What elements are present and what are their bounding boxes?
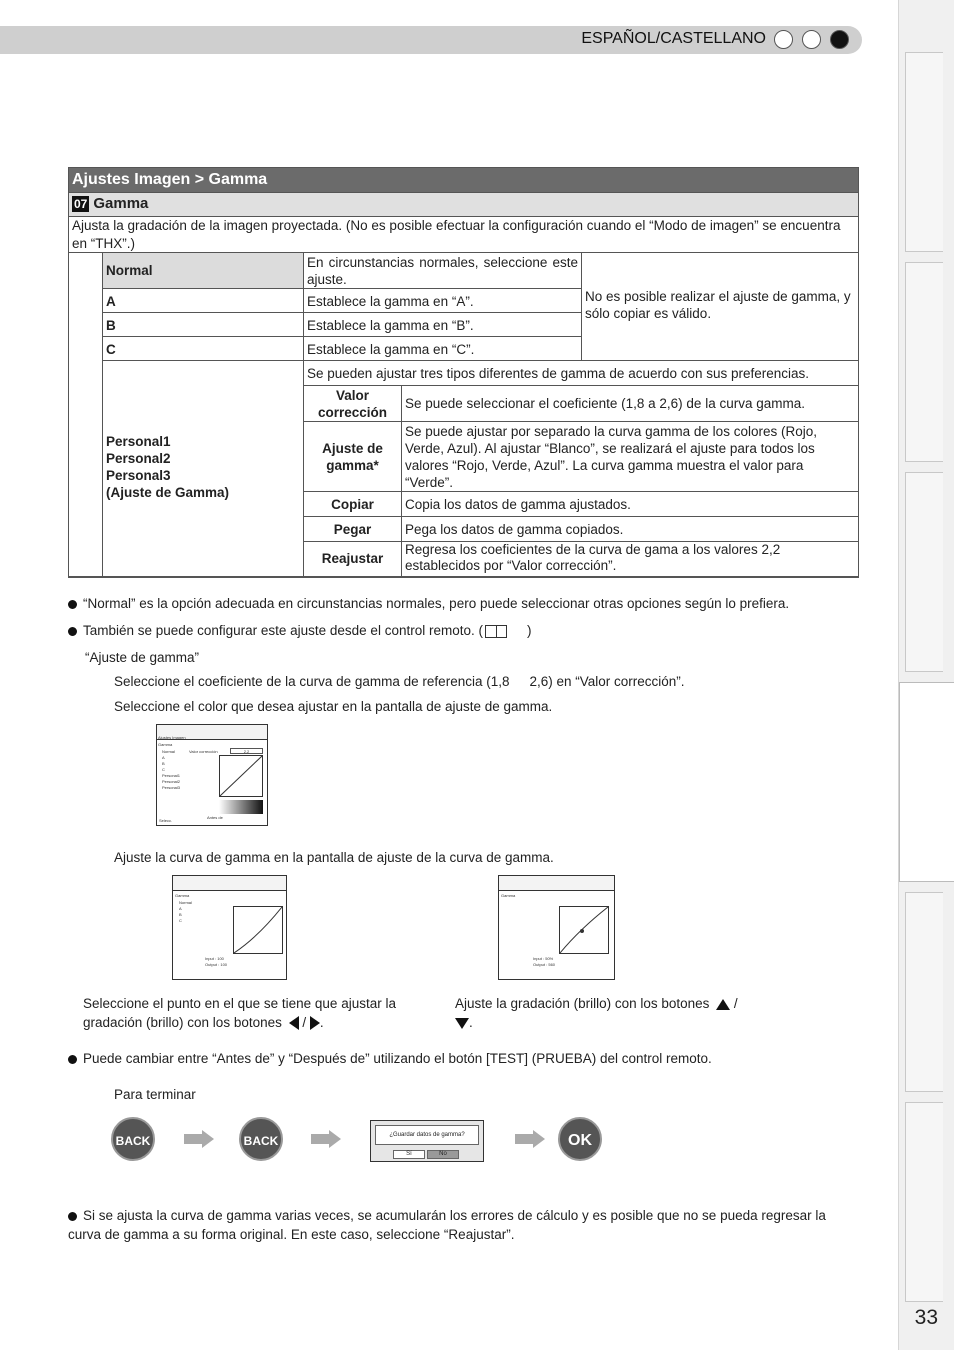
screen-input-readout: Input : 100 [205,956,224,961]
personal-row-text: Se puede seleccionar el coeficiente (1,8 a 2,6) de la curva gamma. [401,385,859,422]
personal-row-text: Regresa los coeficientes de la curva de gama a los valores 2,2 establecidos por “Valor corrección”. [401,541,859,577]
personal-intro: Se pueden ajustar tres tipos diferentes de gamma de acuerdo con sus preferencias. [303,360,859,386]
section-title: Ajustes Imagen > Gamma [69,168,858,192]
gamma-curve-screen-b [498,875,615,980]
screen-menu-bar [173,876,286,891]
bullet-note [68,621,531,640]
chapter-tab [905,52,943,252]
screen-mode-item: Normal [179,900,192,905]
screen-title: Gamma [158,742,173,747]
screen-mode-item: B [179,912,182,917]
screen-output-readout: Output : 100 [205,962,228,967]
screen-menu-bar [499,876,614,891]
arrow-right-icon [515,1130,545,1148]
bullet-icon [68,1055,77,1064]
screen-mode-item: C [162,767,165,772]
options-grid [69,252,858,577]
screen-mode-item: Personal3 [162,785,181,790]
mode-note: No es posible realizar el ajuste de gamma, y sólo copiar es válido. [581,252,859,361]
dialog-yes-button[interactable]: Sí [393,1150,425,1159]
personal-row-name: Ajuste de gamma* [303,421,402,492]
mode-name: C [102,336,304,361]
screen-menu-label: Ajustes Imagen [158,735,186,740]
screen-output-readout: Output : 560 [533,962,556,967]
mode-text: Establece la gamma en “A”. [303,288,582,313]
chapter-tab-active [899,682,954,882]
bullet-icon [68,600,77,609]
gamma-screen-select [156,724,268,826]
finish-label: Para terminar [114,1087,196,1102]
right-arrow-icon [310,1016,320,1030]
screen-mode-list [179,900,192,924]
circle-icon [774,30,793,49]
screen-mode-item: A [179,906,182,911]
item-description: Ajusta la gradación de la imagen proyectada. (No es posible efectuar la configuración cuando el “Modo de imagen” se encuentra en “THX”.) [69,216,858,252]
screen-title: Gamma [175,893,190,898]
gamma-curve-plot [219,755,263,797]
screen-mode-item: Normal [162,749,175,754]
chapter-tabs [898,0,954,1350]
screen-value: 2.2 [230,748,263,754]
screen-title: Gamma [501,893,516,898]
screen-input-readout: Input : 50% [533,956,554,961]
screen-mode-item: Personal2 [162,779,181,784]
step-text [114,674,685,689]
bullet-note [68,594,789,613]
screen-menu-bar [157,725,267,740]
up-arrow-icon [716,999,730,1010]
left-arrow-icon [289,1016,299,1030]
bullet-note [68,1206,828,1244]
mode-name: B [102,312,304,337]
caption-text: Seleccione el punto en el que se tiene que ajustar la gradación (brillo) con los botones [83,996,396,1030]
arrow-right-icon [311,1130,341,1148]
circle-icon [802,30,821,49]
mode-name: Normal [102,252,304,289]
bullet-icon [68,627,77,636]
personal-row-name: Copiar [303,491,402,517]
caption-text: Ajuste la gradación (brillo) con los botones [455,996,710,1011]
screen-mode-item: A [162,755,165,760]
mode-text: En circunstancias normales, seleccione este ajuste. [303,252,582,289]
chapter-tab [905,262,943,462]
book-icon [485,625,507,638]
caption-left: Seleccione el punto en el que se tiene que ajustar la gradación (brillo) con los botones / . [83,996,396,1030]
screen-value-label: Valor corrección [189,749,218,754]
gamma-curve-plot [233,906,283,954]
bullet-text: Si se ajusta la curva de gamma varias veces, se acumularán los errores de cálculo y es posible que no se pueda regresar la curva de gamma a su forma original. En este caso, seleccione “Reajustar”. [68,1208,826,1242]
gradient-bar [219,800,263,814]
item-title-row [69,192,858,216]
dialog-question: ¿Guardar datos de gamma? [375,1125,479,1145]
bullet-text: Puede cambiar entre “Antes de” y “Después de” utilizando el botón [TEST] (PRUEBA) del control remoto. [83,1051,712,1066]
bullet-note [68,1049,712,1068]
screen-mode-item: Personal1 [162,773,181,778]
language-label: ESPAÑOL/CASTELLANO [581,30,766,47]
step-text-part: Seleccione el coeficiente de la curva de gamma de referencia (1,8 [114,674,510,689]
personal-row-name: Reajustar [303,541,402,577]
filled-circle-icon [830,30,849,49]
bullet-icon [68,1212,77,1221]
chapter-tab [905,892,943,1092]
down-arrow-icon [455,1018,469,1029]
gamma-curve-screen-a [172,875,287,980]
bullet-text: “Normal” es la opción adecuada en circunstancias normales, pero puede seleccionar otras opciones según lo prefiera. [83,596,790,611]
gamma-curve-plot [559,906,609,954]
personal-label-line: Personal1 [106,434,171,449]
dialog-no-button[interactable]: No [427,1150,459,1159]
screen-footer-label: Antes de [207,815,223,820]
personal-row-name: Valor corrección [303,385,402,422]
bullet-text-end: ) [526,623,532,638]
personal-row-text: Pega los datos de gamma copiados. [401,516,859,542]
page-number: 33 [914,1306,938,1329]
item-number-badge: 07 [74,197,88,211]
screen-mode-item: B [162,761,165,766]
personal-label-line: Personal3 [106,468,171,483]
personal-label-line: Personal2 [106,451,171,466]
mode-name: A [102,288,304,313]
ok-button[interactable]: OK [558,1117,602,1161]
mode-text: Establece la gamma en “B”. [303,312,582,337]
back-button[interactable]: BACK [239,1117,283,1161]
language-header [0,26,862,54]
gamma-settings-table [68,167,859,578]
save-gamma-dialog [370,1120,484,1162]
step-text: Ajuste la curva de gamma en la pantalla de ajuste de la curva de gamma. [114,850,554,865]
screen-mode-list [162,749,180,791]
personal-row-name: Pegar [303,516,402,542]
personal-label [102,360,304,577]
personal-row-text: Se puede ajustar por separado la curva gamma de los colores (Rojo, Verde, Azul). Al ajustar “Blanco”, se realizará el ajuste para todos los valores “Rojo, Verde, Azul”. La curva gamma muestra el valor para “Verde”. [401,421,859,492]
chapter-tab [905,1102,943,1302]
caption-right: Ajuste la gradación (brillo) con los botones / . [455,996,738,1030]
arrow-right-icon [184,1130,214,1148]
back-button[interactable]: BACK [111,1117,155,1161]
item-title: Gamma [93,195,149,212]
bullet-text: También se puede configurar este ajuste desde el control remoto. ( [83,623,483,638]
step-text: Seleccione el color que desea ajustar en la pantalla de ajuste de gamma. [114,699,553,714]
screen-mode-item: C [179,918,182,923]
sub-title: “Ajuste de gamma” [85,650,200,665]
mode-text: Establece la gamma en “C”. [303,336,582,361]
screen-footer-label: Selecc. [159,818,173,823]
personal-label-line: (Ajuste de Gamma) [106,485,230,500]
indent-cell [68,252,103,577]
step-text-part: 2,6) en “Valor corrección”. [529,674,685,689]
personal-row-text: Copia los datos de gamma ajustados. [401,491,859,517]
chapter-tab [905,472,943,672]
